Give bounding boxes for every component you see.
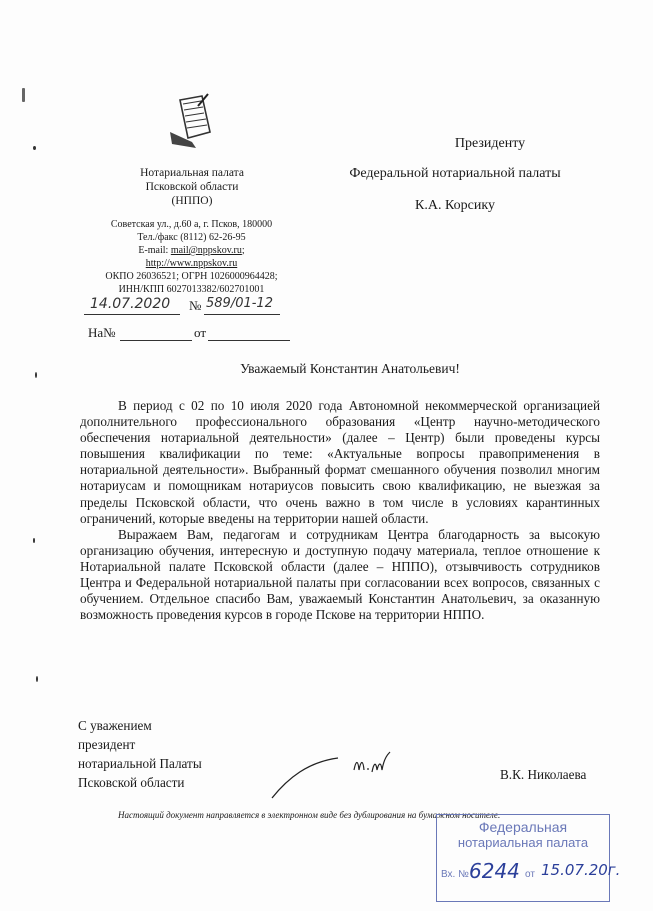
sender-org	[92, 166, 292, 208]
handwritten-signature-icon	[268, 748, 408, 804]
signature-org-line1: нотариальной Палаты	[78, 756, 202, 771]
scan-speck	[33, 538, 35, 543]
signatory-name: В.К. Николаева	[500, 767, 587, 782]
sender-contacts	[84, 218, 299, 296]
sender-inn: ИНН/КПП 6027013382/602701001	[118, 284, 265, 295]
letter-body	[80, 398, 600, 623]
sender-email-link[interactable]: mail@nppskov.ru	[170, 245, 242, 256]
reference-label-na: На№	[88, 325, 116, 340]
signature-org-line2: Псковской области	[78, 775, 185, 790]
stamp-date: 15.07.20г.	[541, 861, 621, 879]
body-paragraph-2: Выражаем Вам, педагогам и сотрудникам Центра благодарность за высокую организацию обучения, интересную и доступную подачу материала, теплое отношение к Нотариальной палате Псковской области (далее – НППО), отзывчивость сотрудников Центра и Федеральной нотариальной палаты при согласовании всех вопросов, связанных с обучением. Отдельное спасибо Вам, уважаемый Константин Анатольевич, за оказанную возможность проведения курсов в городе Пскове на территории НППО.	[80, 526, 600, 623]
reference-date-line	[208, 340, 290, 341]
scan-speck	[36, 676, 38, 682]
sender-email-label: E-mail:	[138, 245, 171, 256]
reference-number-line	[120, 340, 192, 341]
sender-address: Советская ул., д.60 а, г. Псков, 180000	[110, 219, 273, 230]
sender-email-row	[84, 244, 299, 257]
addressee-name: К.А. Корсику	[415, 198, 495, 213]
salutation: Уважаемый Константин Анатольевич!	[240, 361, 460, 376]
scan-speck	[35, 372, 37, 378]
body-paragraph-1: В период с 02 по 10 июля 2020 года Автономной некоммерческой организацией дополнительного профессионального образования «Центр научно-методического обеспечения нотариальной деятельности» (далее – Центр) были проведены курсы повышения квалификации по теме: «Актуальные вопросы правоприменения в нотариальной деятельности». Выбранный формат смешанного обучения позволил многим нотариусам и помощникам нотариусов повысить свою квалификацию, не выезжая за пределы Псковской области, что очень важно в том числе в условиях карантинных ограничений, которые введены на территории нашей области.	[80, 398, 600, 526]
scan-speck	[22, 88, 25, 102]
date-underline	[84, 314, 180, 315]
notary-emblem-icon	[162, 92, 218, 150]
signature-position: президент	[78, 737, 136, 752]
electronic-document-note: Настоящий документ направляется в электронном виде без дублирования на бумажном носителе.	[118, 810, 501, 820]
sender-org-line2: Псковской области	[145, 181, 239, 193]
scan-speck	[33, 146, 36, 150]
sender-org-abbr: (НППО)	[171, 195, 213, 207]
stamp-org-line2: нотариальная палата	[457, 835, 589, 850]
stamp-in-label: Вх. №	[441, 869, 469, 880]
outgoing-number: 589/01-12	[206, 296, 273, 311]
number-underline	[204, 314, 280, 315]
sender-okpo: ОКПО 26036521; ОГРН 1026000964428;	[105, 271, 278, 282]
outgoing-number-label: №	[189, 298, 202, 313]
stamp-org-line1: Федеральная	[478, 819, 568, 835]
incoming-registration-stamp	[436, 814, 621, 902]
addressee-org: Федеральной нотариальной палаты	[349, 166, 561, 181]
signature-block	[78, 716, 202, 792]
reference-label-ot: от	[194, 325, 207, 340]
sender-phone: Тел./факс (8112) 62-26-95	[137, 232, 246, 243]
outgoing-date: 14.07.2020	[90, 296, 171, 312]
sender-org-line1: Нотариальная палата	[140, 167, 244, 179]
sender-website-link[interactable]: http://www.nppskov.ru	[145, 258, 238, 269]
sender-email-suffix: ;	[241, 245, 245, 256]
signature-closing: С уважением	[78, 718, 152, 733]
stamp-date-label: от	[525, 869, 535, 880]
stamp-in-number: 6244	[469, 859, 520, 883]
addressee-title: Президенту	[454, 136, 526, 151]
